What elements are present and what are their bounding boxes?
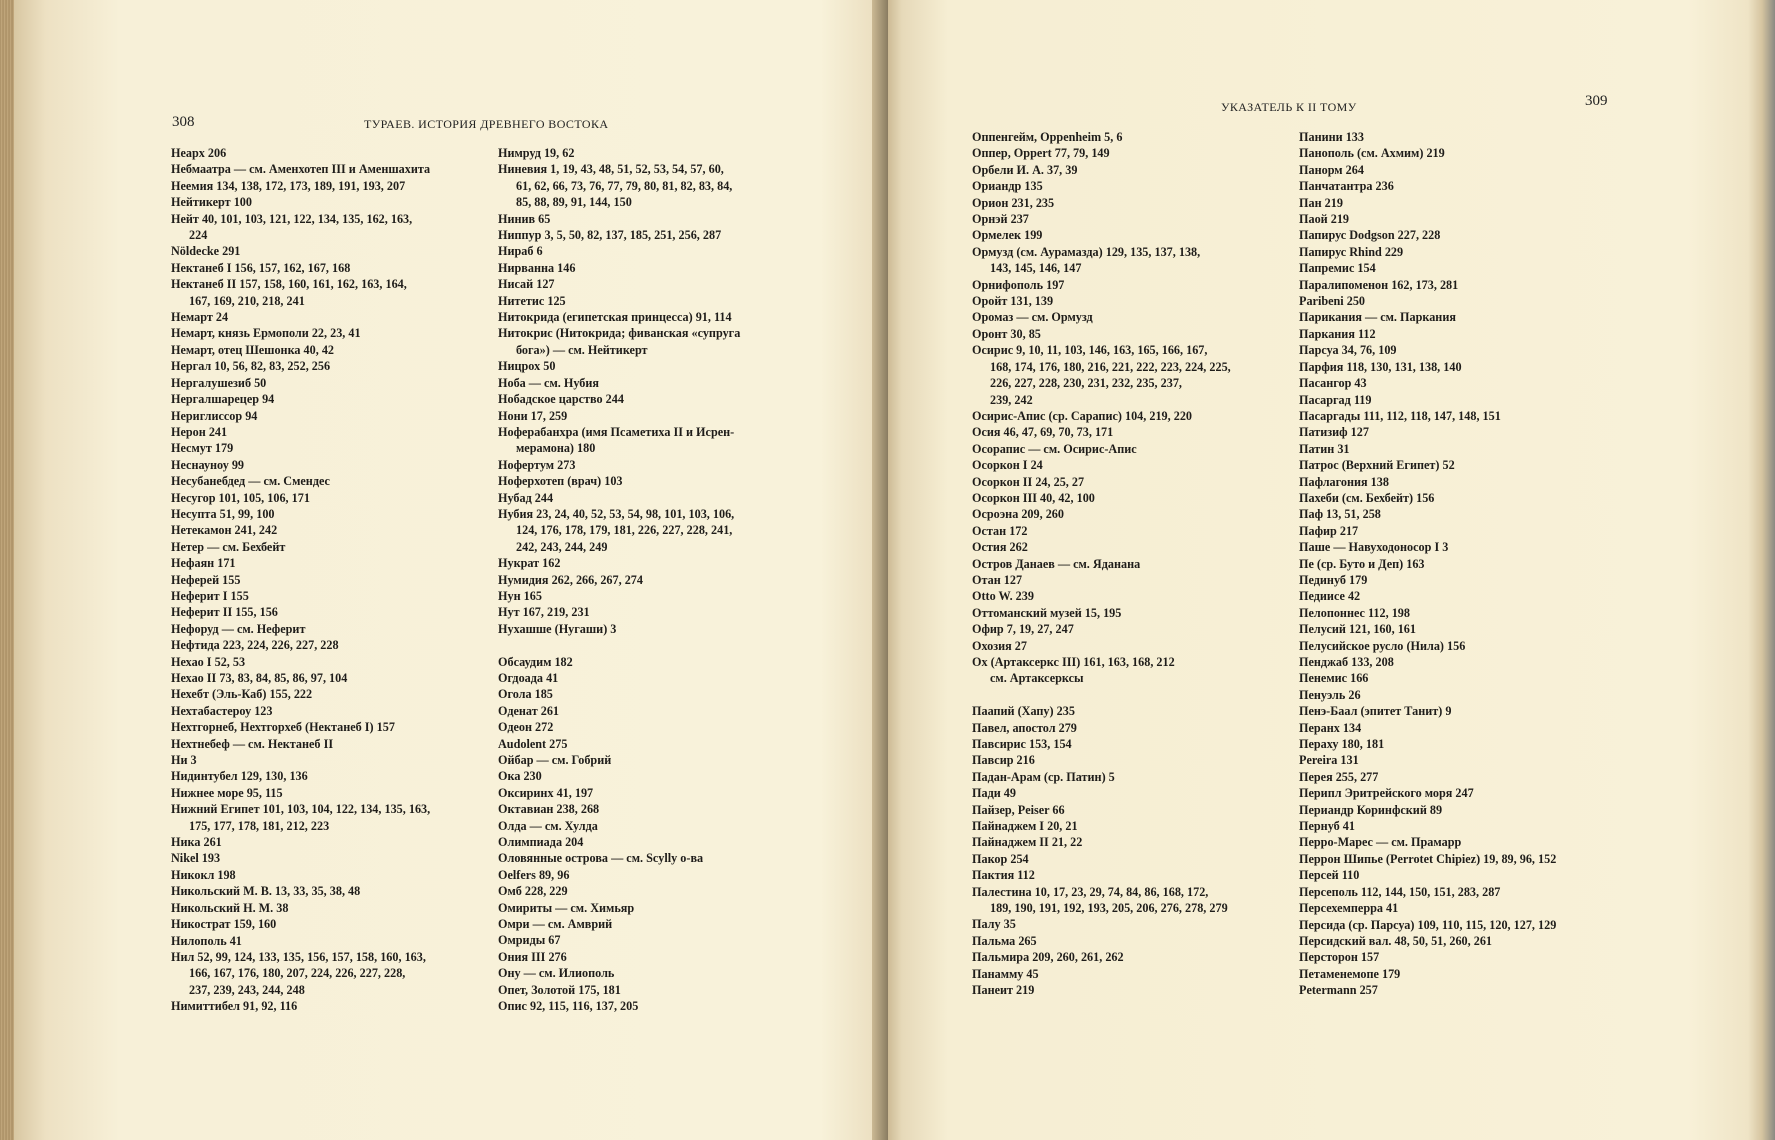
index-entry: Периандр Коринфский 89 — [1299, 802, 1443, 817]
index-entry: Петаменемопе 179 — [1299, 966, 1401, 981]
index-entry: Пакор 254 — [972, 851, 1029, 866]
index-entry: Нисай 127 — [498, 277, 555, 292]
index-entry: Оройт 131, 139 — [972, 294, 1054, 309]
index-entry: Паралипоменон 162, 173, 281 — [1299, 277, 1459, 292]
index-entry: Ормузд (см. Аурамазда) 129, 135, 137, 138, — [972, 244, 1201, 259]
index-entry: Нергалушезиб 50 — [171, 375, 267, 390]
right-page — [888, 0, 1775, 1140]
index-entry: Неферит II 155, 156 — [171, 605, 278, 620]
left-running-head: ТУРАЕВ. ИСТОРИЯ ДРЕВНЕГО ВОСТОКА — [364, 117, 609, 131]
index-entry: Неарх 206 — [171, 146, 227, 160]
index-entry: 189, 190, 191, 192, 193, 205, 206, 276, 278, 279 — [990, 901, 1228, 916]
index-entry: Парикания — см. Паркания — [1299, 310, 1456, 325]
index-entry: Petermann 257 — [1299, 983, 1378, 998]
index-entry: Ормелек 199 — [972, 228, 1043, 243]
index-entry: Осроэна 209, 260 — [972, 507, 1064, 522]
index-entry: Персей 110 — [1299, 868, 1360, 883]
index-entry: Нимиттибел 91, 92, 116 — [171, 999, 298, 1014]
index-entry: Персеполь 112, 144, 150, 151, 283, 287 — [1299, 884, 1501, 899]
index-entry: 124, 176, 178, 179, 181, 226, 227, 228, 241, — [516, 523, 733, 538]
index-entry: Нерон 241 — [171, 424, 228, 439]
index-entry: Несугор 101, 105, 106, 171 — [171, 490, 310, 505]
index-entry: Патрос (Верхний Египет) 52 — [1299, 458, 1455, 473]
index-entry: Осорапис — см. Осирис-Апис — [972, 441, 1137, 456]
index-entry: Оппер, Oppert 77, 79, 149 — [972, 146, 1110, 161]
index-entry: Несупта 51, 99, 100 — [171, 506, 275, 521]
index-entry: Нетекамон 241, 242 — [171, 523, 278, 538]
index-entry: Огола 185 — [498, 687, 553, 702]
index-entry: Оромаз — см. Ормузд — [972, 310, 1093, 325]
index-entry: 167, 169, 210, 218, 241 — [189, 293, 305, 308]
index-entry: Павел, апостол 279 — [972, 720, 1077, 735]
index-entry: Ниппур 3, 5, 50, 82, 137, 185, 251, 256, 287 — [498, 228, 722, 243]
index-entry: Персида (ср. Парсуа) 109, 110, 115, 120, 127, 129 — [1299, 917, 1557, 932]
left-page-number: 308 — [172, 114, 195, 130]
index-entry: Пади 49 — [972, 786, 1016, 801]
index-entry: Нектанеб II 157, 158, 160, 161, 162, 163, 164, — [171, 277, 407, 292]
index-entry: Нинив 65 — [498, 211, 551, 226]
index-entry: Персидский вал. 48, 50, 51, 260, 261 — [1299, 933, 1493, 948]
index-entry: Нергалшарецер 94 — [171, 392, 275, 407]
index-entry: Осоркон II 24, 25, 27 — [972, 474, 1085, 489]
index-entry: Oelfers 89, 96 — [498, 867, 570, 882]
index-entry: Ох (Артаксеркс III) 161, 163, 168, 212 — [972, 655, 1175, 669]
index-entry: Ницрох 50 — [498, 359, 556, 374]
index-entry: Панини 133 — [1299, 130, 1364, 144]
index-entry: Пелопоннес 112, 198 — [1299, 605, 1410, 620]
index-entry: Нони 17, 259 — [498, 408, 568, 423]
index-entry: Нергал 10, 56, 82, 83, 252, 256 — [171, 359, 331, 374]
index-entry: Нирванна 146 — [498, 260, 576, 275]
index-entry: Небмаатра — см. Аменхотеп III и Аменшахита — [171, 162, 431, 177]
index-entry: Никольский М. В. 13, 33, 35, 38, 48 — [171, 884, 361, 899]
index-entry: Перро-Марес — см. Прамарр — [1299, 835, 1462, 850]
index-entry: Панополь (см. Ахмим) 219 — [1299, 146, 1445, 161]
index-entry: Омб 228, 229 — [498, 884, 568, 899]
index-entry: Пафир 217 — [1299, 523, 1359, 538]
index-entry: Ни 3 — [171, 753, 197, 768]
index-entry: Опет, Золотой 175, 181 — [498, 982, 621, 997]
index-entry: Пенджаб 133, 208 — [1299, 655, 1394, 669]
index-entry: Панамму 45 — [972, 966, 1039, 981]
index-entry: Орион 231, 235 — [972, 195, 1055, 210]
right-index-column-2 — [1299, 129, 1556, 999]
index-entry: Падан-Арам (ср. Патин) 5 — [972, 769, 1115, 784]
index-entry: Нейтикерт 100 — [171, 195, 252, 210]
index-entry: Патин 31 — [1299, 441, 1350, 456]
index-entry: Орбели И. А. 37, 39 — [972, 162, 1078, 177]
index-entry: Одеон 272 — [498, 720, 554, 735]
index-entry: Никокл 198 — [171, 867, 236, 882]
index-entry: Нитетис 125 — [498, 293, 566, 308]
index-entry: Нитокрида (египетская принцесса) 91, 114 — [498, 310, 732, 325]
index-entry: Обсаудим 182 — [498, 654, 573, 669]
index-entry: Папремис 154 — [1299, 261, 1376, 276]
index-entry: Никольский Н. М. 38 — [171, 900, 289, 915]
index-entry: Ниневия 1, 19, 43, 48, 51, 52, 53, 54, 57, 60, — [498, 162, 724, 177]
index-entry: Нехтабастероу 123 — [171, 703, 273, 718]
index-entry: Патизиф 127 — [1299, 425, 1369, 440]
index-entry: Пе (ср. Буто и Деп) 163 — [1299, 556, 1425, 571]
index-entry: Оденат 261 — [498, 703, 560, 718]
index-entry: Нехао I 52, 53 — [171, 654, 246, 669]
index-entry: Нейт 40, 101, 103, 121, 122, 134, 135, 162, 163, — [171, 211, 413, 226]
index-entry: Паше — Навуходоносор I 3 — [1299, 540, 1449, 555]
right-running-head: УКАЗАТЕЛЬ К II ТОМУ — [1221, 100, 1357, 114]
index-entry: Пан 219 — [1299, 195, 1343, 210]
index-entry: Пайзер, Peiser 66 — [972, 802, 1065, 817]
index-entry: Неферей 155 — [171, 572, 241, 587]
right-index-column-1 — [972, 129, 1231, 999]
index-entry: 242, 243, 244, 249 — [516, 539, 608, 554]
index-entry: Опис 92, 115, 116, 137, 205 — [498, 999, 639, 1014]
index-entry: Папирус Rhind 229 — [1299, 244, 1404, 259]
index-entry: Осирис 9, 10, 11, 103, 146, 163, 165, 166, 167, — [972, 343, 1208, 358]
index-entry: Нехтгорнеб, Нехтгорхеб (Нектанеб I) 157 — [171, 720, 395, 735]
index-entry: Парфия 118, 130, 131, 138, 140 — [1299, 359, 1462, 374]
index-entry: Нил 52, 99, 124, 133, 135, 156, 157, 158, 160, 163, — [171, 949, 426, 964]
index-entry: Неферит I 155 — [171, 588, 249, 603]
index-entry: Пафлагония 138 — [1299, 474, 1389, 489]
index-entry: Пелусийское русло (Нила) 156 — [1299, 638, 1466, 653]
index-entry: Нехтнебеф — см. Нектанеб II — [171, 736, 334, 751]
index-entry: Пенуэль 26 — [1299, 687, 1361, 702]
index-entry: Панеит 219 — [972, 983, 1035, 998]
index-entry: Пахеби (см. Бехбейт) 156 — [1299, 490, 1435, 505]
index-entry: Audolent 275 — [498, 736, 568, 751]
index-entry: Ону — см. Илиополь — [498, 966, 615, 981]
index-entry: Павсирис 153, 154 — [972, 737, 1072, 752]
index-entry: Нубия 23, 24, 40, 52, 53, 54, 98, 101, 103, 106, — [498, 506, 735, 521]
index-entry: Пернуб 41 — [1299, 819, 1355, 834]
index-entry: Нимруд 19, 62 — [498, 146, 575, 160]
index-entry: Otto W. 239 — [972, 589, 1034, 604]
index-entry: Никострат 159, 160 — [171, 917, 277, 932]
index-entry: Оппенгейм, Oppenheim 5, 6 — [972, 130, 1123, 144]
index-entry: Нижний Египет 101, 103, 104, 122, 134, 135, 163, — [171, 802, 431, 817]
index-entry: Оронт 30, 85 — [972, 326, 1041, 341]
index-entry: Нефоруд — см. Неферит — [171, 621, 306, 636]
index-entry: 226, 227, 228, 230, 231, 232, 235, 237, — [990, 376, 1182, 391]
index-entry: Нефтида 223, 224, 226, 227, 228 — [171, 638, 339, 653]
index-entry: 61, 62, 66, 73, 76, 77, 79, 80, 81, 82, 83, 84, — [516, 178, 733, 193]
index-entry: Осоркон III 40, 42, 100 — [972, 490, 1095, 505]
index-entry: Палу 35 — [972, 917, 1016, 932]
index-entry: Персторон 157 — [1299, 950, 1380, 965]
index-entry: Нилополь 41 — [171, 933, 242, 948]
index-entry: Омриды 67 — [498, 933, 561, 948]
index-entry: Нериглиссор 94 — [171, 408, 258, 423]
index-entry: Пасаргады 111, 112, 118, 147, 148, 151 — [1299, 408, 1501, 423]
index-entry: Нехебт (Эль-Каб) 155, 222 — [171, 687, 313, 702]
index-entry: Перрон Шипье (Perrotet Chipiez) 19, 89, 96, 152 — [1299, 851, 1557, 866]
index-entry: Нумидия 262, 266, 267, 274 — [498, 572, 643, 587]
index-entry: см. Артаксерксы — [990, 671, 1084, 686]
index-entry: Нукрат 162 — [498, 556, 561, 571]
index-entry: Ока 230 — [498, 769, 542, 784]
left-index-column-1 — [171, 145, 430, 1015]
index-entry: Пелусий 121, 160, 161 — [1299, 622, 1416, 637]
index-entry: Парсуа 34, 76, 109 — [1299, 343, 1397, 358]
index-entry: Ноферхотеп (врач) 103 — [498, 474, 623, 489]
index-entry: Ония III 276 — [498, 949, 567, 964]
left-index-column-2 — [498, 145, 740, 1015]
index-entry: Pereira 131 — [1299, 753, 1359, 768]
index-entry: Остия 262 — [972, 540, 1028, 555]
index-entry: Персехемперра 41 — [1299, 901, 1399, 916]
index-entry: Пенэ-Баал (эпитет Танит) 9 — [1299, 704, 1452, 719]
index-entry: 175, 177, 178, 181, 212, 223 — [189, 818, 330, 833]
index-entry: 143, 145, 146, 147 — [990, 261, 1082, 276]
index-entry: Паапий (Хапу) 235 — [972, 704, 1075, 719]
index-entry: 224 — [189, 228, 208, 243]
index-entry: Несмут 179 — [171, 441, 234, 456]
index-entry: Пенемис 166 — [1299, 671, 1369, 686]
index-entry: Нофертум 273 — [498, 457, 576, 472]
index-entry: Папирус Dodgson 227, 228 — [1299, 228, 1441, 243]
index-entry: Нетер — см. Бехбейт — [171, 539, 286, 554]
index-entry: Омириты — см. Химьяр — [498, 900, 635, 915]
index-entry: Охозия 27 — [972, 638, 1027, 653]
index-entry: Осирис-Апис (ср. Сарапис) 104, 219, 220 — [972, 408, 1193, 423]
index-entry: Осоркон I 24 — [972, 458, 1043, 473]
index-section-gap — [498, 637, 740, 653]
index-entry: 166, 167, 176, 180, 207, 224, 226, 227, 228, — [189, 966, 406, 981]
index-entry: Паф 13, 51, 258 — [1299, 507, 1381, 522]
index-entry: Отан 127 — [972, 572, 1023, 587]
index-entry: Палестина 10, 17, 23, 29, 74, 84, 86, 168, 172, — [972, 884, 1209, 899]
index-entry: Перея 255, 277 — [1299, 769, 1379, 784]
index-entry: Ника 261 — [171, 835, 222, 850]
index-entry: Неснауноу 99 — [171, 457, 245, 472]
index-entry: Остан 172 — [972, 523, 1028, 538]
index-entry: 85, 88, 89, 91, 144, 150 — [516, 195, 632, 210]
right-page-number: 309 — [1585, 93, 1608, 109]
index-entry: 239, 242 — [990, 392, 1033, 407]
index-entry: Офир 7, 19, 27, 247 — [972, 622, 1074, 637]
index-entry: Оттоманский музей 15, 195 — [972, 605, 1122, 620]
index-entry: Остров Данаев — см. Яданана — [972, 556, 1141, 571]
index-entry: Нухашше (Нугаши) 3 — [498, 621, 617, 636]
index-entry: Нираб 6 — [498, 244, 543, 259]
index-entry: Немарт, отец Шешонка 40, 42 — [171, 342, 335, 357]
index-entry: мерамона) 180 — [516, 441, 596, 456]
index-entry: Paribeni 250 — [1299, 294, 1366, 309]
index-entry: Ноферабанхра (имя Псаметиха II и Исрен- — [498, 424, 735, 439]
index-entry: Орнэй 237 — [972, 212, 1029, 227]
index-entry: Олимпиада 204 — [498, 835, 584, 850]
index-entry: Олда — см. Хулда — [498, 818, 598, 833]
index-entry: 168, 174, 176, 180, 216, 221, 222, 223, 224, 225, — [990, 359, 1231, 374]
index-entry: бога») — см. Нейтикерт — [516, 342, 648, 357]
index-entry: Пасаргад 119 — [1299, 392, 1372, 407]
page-edges — [0, 0, 14, 1140]
index-section-gap — [972, 687, 1231, 703]
index-entry: Пераху 180, 181 — [1299, 737, 1385, 752]
index-entry: Несубанебдед — см. Смендес — [171, 474, 330, 489]
index-entry: Омри — см. Амврий — [498, 917, 613, 932]
index-entry: Октавиан 238, 268 — [498, 802, 600, 817]
index-entry: Орнифополь 197 — [972, 277, 1065, 292]
index-entry: Осия 46, 47, 69, 70, 73, 171 — [972, 425, 1114, 440]
index-entry: Ориандр 135 — [972, 179, 1043, 194]
index-entry: Паой 219 — [1299, 212, 1350, 227]
index-entry: Нубад 244 — [498, 490, 554, 505]
index-entry: Пальмира 209, 260, 261, 262 — [972, 950, 1124, 965]
index-entry: 237, 239, 243, 244, 248 — [189, 982, 305, 997]
index-entry: Нижнее море 95, 115 — [171, 785, 283, 800]
index-entry: Нобадское царство 244 — [498, 392, 624, 407]
index-entry: Панорм 264 — [1299, 162, 1364, 177]
index-entry: Нефаян 171 — [171, 556, 236, 571]
index-entry: Нут 167, 219, 231 — [498, 605, 590, 620]
index-entry: Nikel 193 — [171, 851, 221, 866]
index-entry: Перанх 134 — [1299, 720, 1362, 735]
index-entry: Нитокрис (Нитокрида; фиванская «супруга — [498, 326, 741, 341]
index-entry: Оксиринх 41, 197 — [498, 785, 594, 800]
index-entry: Ноба — см. Нубия — [498, 375, 599, 390]
index-entry: Оловянные острова — см. Scylly о-ва — [498, 851, 704, 866]
index-entry: Неемия 134, 138, 172, 173, 189, 191, 193, 207 — [171, 178, 406, 193]
index-entry: Пасангор 43 — [1299, 376, 1367, 391]
index-entry: Нун 165 — [498, 588, 542, 603]
index-entry: Nöldecke 291 — [171, 244, 241, 259]
index-entry: Педиисе 42 — [1299, 589, 1361, 604]
index-entry: Пединуб 179 — [1299, 572, 1368, 587]
index-entry: Ойбар — см. Гобрий — [498, 753, 612, 768]
index-entry: Нектанеб I 156, 157, 162, 167, 168 — [171, 260, 351, 275]
index-entry: Немарт 24 — [171, 310, 229, 325]
index-entry: Перипл Эритрейского моря 247 — [1299, 786, 1474, 801]
index-entry: Павсир 216 — [972, 753, 1035, 768]
index-entry: Нехао II 73, 83, 84, 85, 86, 97, 104 — [171, 671, 348, 685]
index-entry: Панчатантра 236 — [1299, 179, 1394, 194]
index-entry: Пайнаджем II 21, 22 — [972, 835, 1083, 850]
index-entry: Пактия 112 — [972, 868, 1035, 883]
index-entry: Пайнаджем I 20, 21 — [972, 819, 1078, 834]
index-entry: Нидинтубел 129, 130, 136 — [171, 769, 308, 784]
index-entry: Огдоада 41 — [498, 670, 559, 685]
index-entry: Паркания 112 — [1299, 326, 1376, 341]
index-entry: Немарт, князь Ермополи 22, 23, 41 — [171, 326, 361, 341]
index-entry: Пальма 265 — [972, 933, 1037, 948]
